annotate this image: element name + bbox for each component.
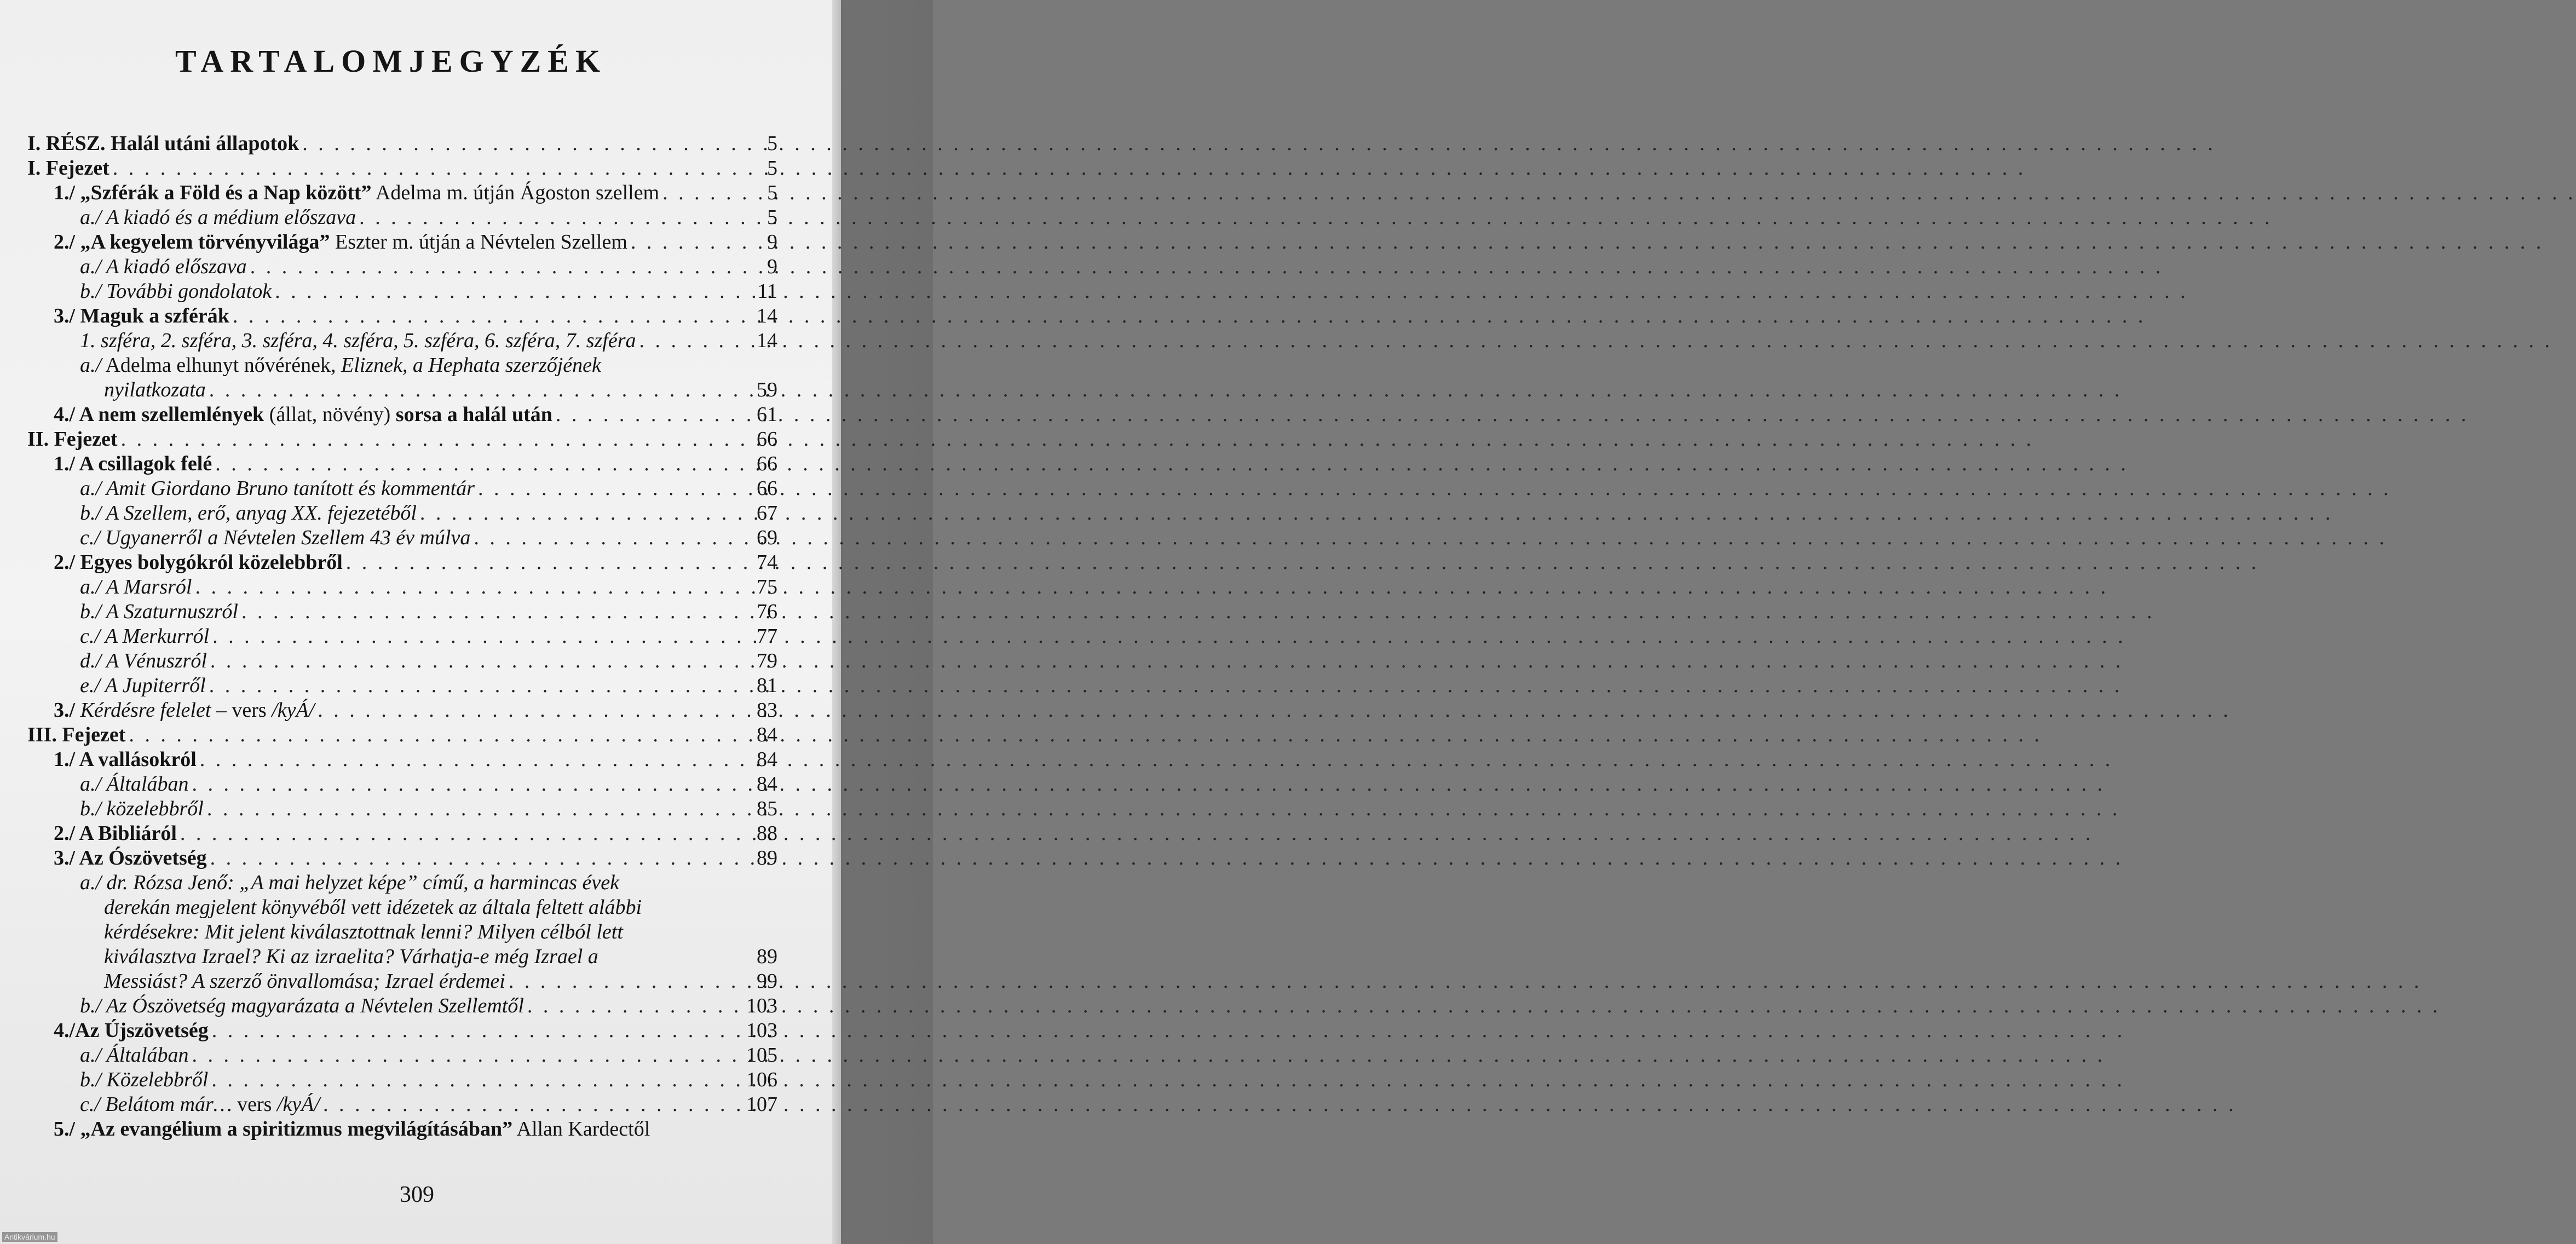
toc-page-number: 99: [757, 970, 777, 993]
toc-entry: [27, 329, 777, 353]
toc-page-number: 103: [746, 1019, 777, 1042]
dot-leader: [323, 1092, 741, 1117]
toc-entry: [27, 255, 777, 279]
toc-entry-title: [54, 181, 659, 205]
toc-entry: [27, 156, 777, 181]
toc-entry-text-segment: d./ A Vénuszról: [80, 649, 207, 672]
dot-leader: [192, 1043, 741, 1068]
toc-page-number: 9: [767, 231, 777, 254]
toc-entry-title: [54, 402, 552, 427]
toc-entry-text-segment: b./ közelebbről: [80, 797, 204, 820]
toc-page-number: 84: [757, 723, 777, 746]
toc-entry-text-segment: 1./ A csillagok felé: [54, 452, 212, 475]
toc-page-number: 14: [757, 329, 777, 352]
toc-entry: [27, 526, 777, 550]
toc-entry-text-segment: 5./ „Az evangélium a spiritizmus megvilágításában”: [54, 1118, 513, 1141]
toc-page-number: 11: [757, 280, 777, 303]
toc-page-number: 89: [757, 945, 777, 968]
toc-entry-text-segment: a./ dr. Rózsa Jenő: „A mai helyzet képe” című, a harmincas évek: [80, 871, 619, 894]
toc-page-number: 61: [757, 403, 777, 426]
toc-entry-text-segment: b./ A Szaturnuszról: [80, 600, 238, 623]
toc-entry-text-segment: kiválasztva Izrael? Ki az izraelita? Várhatja-e még Izrael a: [104, 945, 598, 968]
table-of-contents: [27, 131, 777, 1142]
toc-entry: [27, 131, 777, 156]
toc-entry-title: [80, 279, 272, 304]
toc-entry-title: [27, 723, 125, 747]
toc-entry-title: [27, 156, 110, 181]
toc-entry-title: [54, 821, 177, 846]
toc-entry-title: [104, 969, 505, 994]
toc-entry: [27, 673, 777, 698]
toc-entry-text-segment: 1./ „Szférák a Föld és a Nap között”: [54, 181, 372, 204]
toc-entry: [27, 698, 777, 723]
toc-entry: [27, 1018, 777, 1043]
toc-entry: [27, 846, 777, 871]
toc-entry: [27, 476, 777, 501]
toc-entry-title: [104, 378, 206, 402]
toc-entry-text-segment: Messiást? A szerző önvallomása; Izrael érdemei: [104, 970, 505, 993]
dot-leader: [129, 723, 741, 747]
toc-page-number: 59: [757, 378, 777, 401]
toc-entry-title: [54, 452, 212, 476]
toc-entry: [27, 501, 777, 526]
dot-leader: [662, 181, 741, 205]
toc-entry-text-segment: a./ Amit Giordano Bruno tanított és kommentár: [80, 477, 475, 500]
toc-entry-text-segment: b./ Az Ószövetség magyarázata a Névtelen Szellemtől: [80, 994, 524, 1017]
toc-entry: [27, 205, 777, 230]
dot-leader: [195, 575, 741, 600]
watermark-logo: Antikvárium.hu: [2, 1232, 57, 1242]
toc-entry-title: [80, 255, 247, 279]
toc-entry-title: [80, 649, 207, 673]
dot-leader: [275, 279, 741, 304]
dot-leader: [527, 994, 741, 1018]
toc-entry-text-segment: 3./ Maguk a szférák: [54, 304, 229, 327]
toc-entry-title: [80, 501, 417, 526]
toc-entry-text-segment: I. Fejezet: [27, 157, 110, 180]
toc-entry: [27, 181, 777, 205]
toc-entry-title: [80, 205, 356, 230]
toc-entry-title: [80, 526, 470, 550]
toc-page-number: 67: [757, 502, 777, 525]
toc-entry-title: [80, 624, 209, 649]
toc-entry-text-segment: 3./: [54, 699, 80, 722]
toc-entry-text-segment: a./ Általában: [80, 773, 189, 796]
toc-entry: [27, 969, 777, 994]
toc-page-number: 9: [767, 255, 777, 278]
toc-entry-title: [54, 698, 314, 723]
dot-leader: [474, 526, 741, 550]
toc-page-number: 81: [757, 674, 777, 697]
dot-leader: [215, 452, 741, 476]
toc-entry: [27, 772, 777, 797]
toc-page-number: 88: [757, 822, 777, 845]
toc-page-number: 75: [757, 575, 777, 598]
toc-entry-title: [27, 131, 299, 156]
toc-entry-text-segment: b./ Közelebbről: [80, 1068, 209, 1091]
dot-leader: [209, 378, 741, 402]
toc-entry-title: [54, 1018, 209, 1043]
toc-page-number: 74: [757, 551, 777, 574]
page-number: 309: [400, 1182, 434, 1207]
toc-entry-title: [54, 747, 197, 772]
toc-entry-text-segment: vers: [232, 1093, 277, 1116]
toc-page-number: 5: [767, 181, 777, 204]
toc-entry-text-segment: a./ Általában: [80, 1044, 189, 1067]
toc-entry-title: [80, 994, 524, 1018]
toc-entry-text-segment: 3./ Az Ószövetség: [54, 846, 207, 869]
toc-entry-title: [80, 797, 204, 821]
toc-page-number: 85: [757, 797, 777, 820]
dot-leader: [233, 304, 741, 329]
toc-entry-text-segment: (állat, növény): [264, 403, 396, 426]
toc-page-number: 66: [757, 428, 777, 451]
toc-entry-text-segment: 2./ A Bibliáról: [54, 822, 177, 845]
toc-entry: [27, 575, 777, 600]
toc-page-number: 66: [757, 477, 777, 500]
toc-entry-title: [80, 772, 188, 797]
toc-entry: [27, 402, 777, 427]
toc-entry: [27, 649, 777, 673]
dot-leader: [556, 402, 741, 427]
toc-entry-text-segment: Allan Kardectől: [512, 1118, 650, 1141]
toc-page-number: 5: [767, 157, 777, 180]
toc-entry-title: [54, 846, 207, 871]
toc-entry-text-segment: Eliznek, a Hephata szerzőjének: [341, 354, 601, 377]
toc-entry-title: [80, 353, 601, 378]
dot-leader: [420, 501, 741, 526]
toc-entry-text-segment: 1./ A vallásokról: [54, 748, 197, 771]
toc-entry-text-segment: /kyÁ/: [272, 699, 315, 722]
toc-entry: [27, 1117, 777, 1142]
toc-entry-title: [54, 550, 343, 575]
toc-entry-text-segment: a./: [80, 354, 102, 377]
toc-entry-text-segment: a./ A Marsról: [80, 575, 192, 598]
toc-entry-title: [80, 673, 206, 698]
toc-entry: [27, 821, 777, 846]
toc-entry: [27, 747, 777, 772]
toc-entry-title: [27, 427, 118, 452]
toc-entry: [27, 353, 777, 378]
dot-leader: [207, 797, 741, 821]
toc-entry-title: [80, 476, 475, 501]
toc-entry: [27, 1068, 777, 1092]
toc-entry-text-segment: Adelma elhunyt nővérének,: [101, 354, 341, 377]
dot-leader: [318, 698, 741, 723]
dot-leader: [211, 1068, 741, 1092]
toc-entry-text-segment: Eszter m. útján a Névtelen Szellem: [330, 231, 627, 254]
toc-page-number: 107: [746, 1093, 777, 1116]
toc-page-number: 14: [757, 304, 777, 327]
toc-page-number: 83: [757, 699, 777, 722]
toc-entry: [27, 550, 777, 575]
toc-entry-text-segment: 4./Az Újszövetség: [54, 1019, 209, 1042]
dot-leader: [631, 230, 741, 255]
toc-entry: [27, 452, 777, 476]
toc-entry: [27, 920, 777, 944]
dot-leader: [302, 131, 741, 156]
toc-entry: [27, 1043, 777, 1068]
toc-entry: [27, 378, 777, 402]
toc-entry-title: [104, 895, 642, 920]
toc-entry-title: [80, 600, 238, 624]
toc-entry: [27, 895, 777, 920]
toc-entry-text-segment: b./ További gondolatok: [80, 280, 272, 303]
page-title: TARTALOMJEGYZÉK: [175, 43, 607, 79]
dot-leader: [509, 969, 741, 994]
dot-leader: [209, 673, 741, 698]
toc-entry-text-segment: 1. szféra, 2. szféra, 3. szféra, 4. szféra, 5. szféra, 6. szféra, 7. szféra: [80, 329, 636, 352]
toc-entry: [27, 230, 777, 255]
toc-entry-text-segment: II. Fejezet: [27, 428, 118, 451]
toc-page-number: 77: [757, 625, 777, 648]
toc-entry-title: [80, 1068, 208, 1092]
toc-entry-text-segment: 4./ A nem szellemlények: [54, 403, 264, 426]
toc-entry-text-segment: c./ Belátom már…: [80, 1093, 232, 1116]
toc-page-number: 84: [757, 773, 777, 796]
toc-page-number: 103: [746, 994, 777, 1017]
toc-page-number: 76: [757, 600, 777, 623]
toc-page-number: 69: [757, 526, 777, 549]
dot-leader: [250, 255, 741, 279]
toc-page-number: 66: [757, 452, 777, 475]
dot-leader: [113, 156, 741, 181]
dot-leader: [212, 624, 741, 649]
toc-page-number: 89: [757, 846, 777, 869]
toc-entry-text-segment: e./ A Jupiterről: [80, 674, 206, 697]
toc-page-number: 105: [746, 1044, 777, 1067]
toc-entry-text-segment: 2./ Egyes bolygókról közelebbről: [54, 551, 343, 574]
toc-entry: [27, 600, 777, 624]
toc-entry-title: [80, 575, 192, 600]
toc-entry-text-segment: b./ A Szellem, erő, anyag XX. fejezetéből: [80, 502, 417, 525]
toc-entry-title: [80, 1092, 320, 1117]
toc-entry-text-segment: kérdésekre: Mit jelent kiválasztottnak lenni? Milyen célból lett: [104, 920, 623, 943]
toc-entry-text-segment: 2./ „A kegyelem törvényvilága”: [54, 231, 330, 254]
toc-entry-text-segment: c./ Ugyanerről a Névtelen Szellem 43 év múlva: [80, 526, 471, 549]
toc-page-number: 5: [767, 132, 777, 155]
toc-page-number: 106: [746, 1068, 777, 1091]
dot-leader: [241, 600, 741, 624]
toc-entry-text-segment: Adelma m. útján Ágoston szellem: [371, 181, 660, 204]
toc-entry-text-segment: I. RÉSZ. Halál utáni állapotok: [27, 132, 299, 155]
toc-entry-text-segment: – vers: [211, 699, 272, 722]
toc-entry-title: [80, 329, 636, 353]
dot-leader: [212, 1018, 741, 1043]
toc-entry: [27, 871, 777, 895]
toc-entry: [27, 797, 777, 821]
dot-leader: [359, 205, 741, 230]
dot-leader: [210, 846, 741, 871]
dot-leader: [478, 476, 741, 501]
toc-entry-title: [54, 230, 627, 255]
toc-entry-title: [54, 304, 229, 329]
toc-entry-text-segment: derekán megjelent könyvéből vett idézetek az általa feltett alábbi: [104, 896, 642, 919]
dot-leader: [346, 550, 741, 575]
toc-page-number: 79: [757, 649, 777, 672]
toc-entry-text-segment: III. Fejezet: [27, 723, 126, 746]
toc-entry-text-segment: Kérdésre felelet: [80, 699, 211, 722]
toc-entry-title: [54, 1117, 650, 1142]
dot-leader: [200, 747, 741, 772]
dot-leader: [192, 772, 741, 797]
toc-entry: [27, 723, 777, 747]
toc-entry-text-segment: sorsa a halál után: [395, 403, 552, 426]
toc-entry: [27, 427, 777, 452]
dot-leader: [210, 649, 741, 673]
dot-leader: [180, 821, 741, 846]
toc-page-number: 84: [757, 748, 777, 771]
toc-entry: [27, 994, 777, 1018]
toc-page-number: 5: [767, 206, 777, 229]
toc-entry-title: [104, 944, 598, 969]
toc-entry-text-segment: a./ A kiadó és a médium előszava: [80, 206, 356, 229]
toc-entry-text-segment: a./ A kiadó előszava: [80, 255, 247, 278]
toc-entry-text-segment: /kyÁ/: [276, 1093, 320, 1116]
toc-entry-title: [104, 920, 623, 944]
dot-leader: [121, 427, 741, 452]
toc-entry-title: [80, 871, 619, 895]
toc-entry: [27, 1092, 777, 1117]
toc-entry-title: [80, 1043, 188, 1068]
toc-entry-text-segment: nyilatkozata: [104, 378, 206, 401]
toc-entry: [27, 279, 777, 304]
toc-entry: [27, 304, 777, 329]
dot-leader: [639, 329, 741, 353]
toc-entry-text-segment: c./ A Merkurról: [80, 625, 210, 648]
toc-entry: [27, 624, 777, 649]
toc-entry: [27, 944, 777, 969]
